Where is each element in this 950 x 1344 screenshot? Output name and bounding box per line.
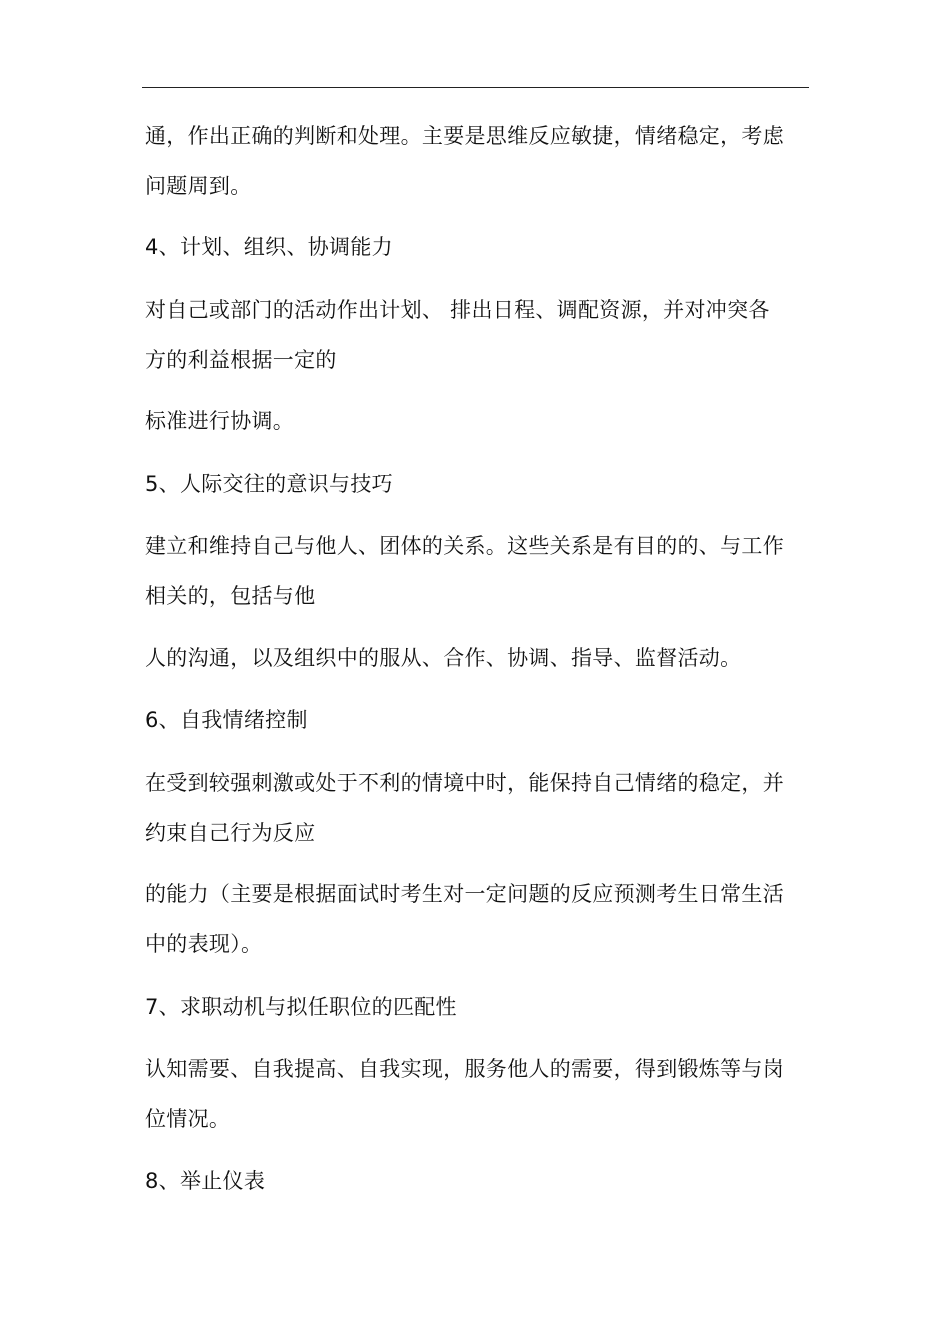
paragraph-line: 中的表现）。: [145, 932, 263, 956]
section-heading: 8、举止仪表: [145, 1169, 266, 1193]
header-rule: [142, 87, 809, 88]
paragraph-line: 标准进行协调。: [145, 409, 295, 433]
paragraph-line: 人的沟通，以及组织中的服从、合作、协调、指导、监督活动。: [145, 646, 742, 670]
paragraph-line: 位情况。: [145, 1107, 231, 1131]
section-heading: 6、自我情绪控制: [145, 708, 308, 732]
paragraph-line: 问题周到。: [145, 174, 252, 198]
paragraph-line: 的能力（主要是根据面试时考生对一定问题的反应预测考生日常生活: [145, 882, 784, 906]
paragraph-line: 对自己或部门的活动作出计划、 排出日程、调配资源，并对冲突各: [145, 298, 770, 322]
paragraph-line: 认知需要、自我提高、自我实现，服务他人的需要，得到锻炼等与岗: [145, 1057, 784, 1081]
paragraph-line: 方的利益根据一定的: [145, 348, 337, 372]
section-heading: 4、计划、组织、协调能力: [145, 235, 393, 259]
paragraph-line: 约束自己行为反应: [145, 821, 316, 845]
section-heading: 5、人际交往的意识与技巧: [145, 472, 393, 496]
paragraph-line: 通，作出正确的判断和处理。主要是思维反应敏捷，情绪稳定，考虑: [145, 124, 784, 148]
section-heading: 7、求职动机与拟任职位的匹配性: [145, 995, 457, 1019]
paragraph-line: 建立和维持自己与他人、团体的关系。这些关系是有目的的、与工作: [145, 534, 784, 558]
paragraph-line: 在受到较强刺激或处于不利的情境中时，能保持自己情绪的稳定，并: [145, 771, 784, 795]
paragraph-line: 相关的，包括与他: [145, 584, 316, 608]
